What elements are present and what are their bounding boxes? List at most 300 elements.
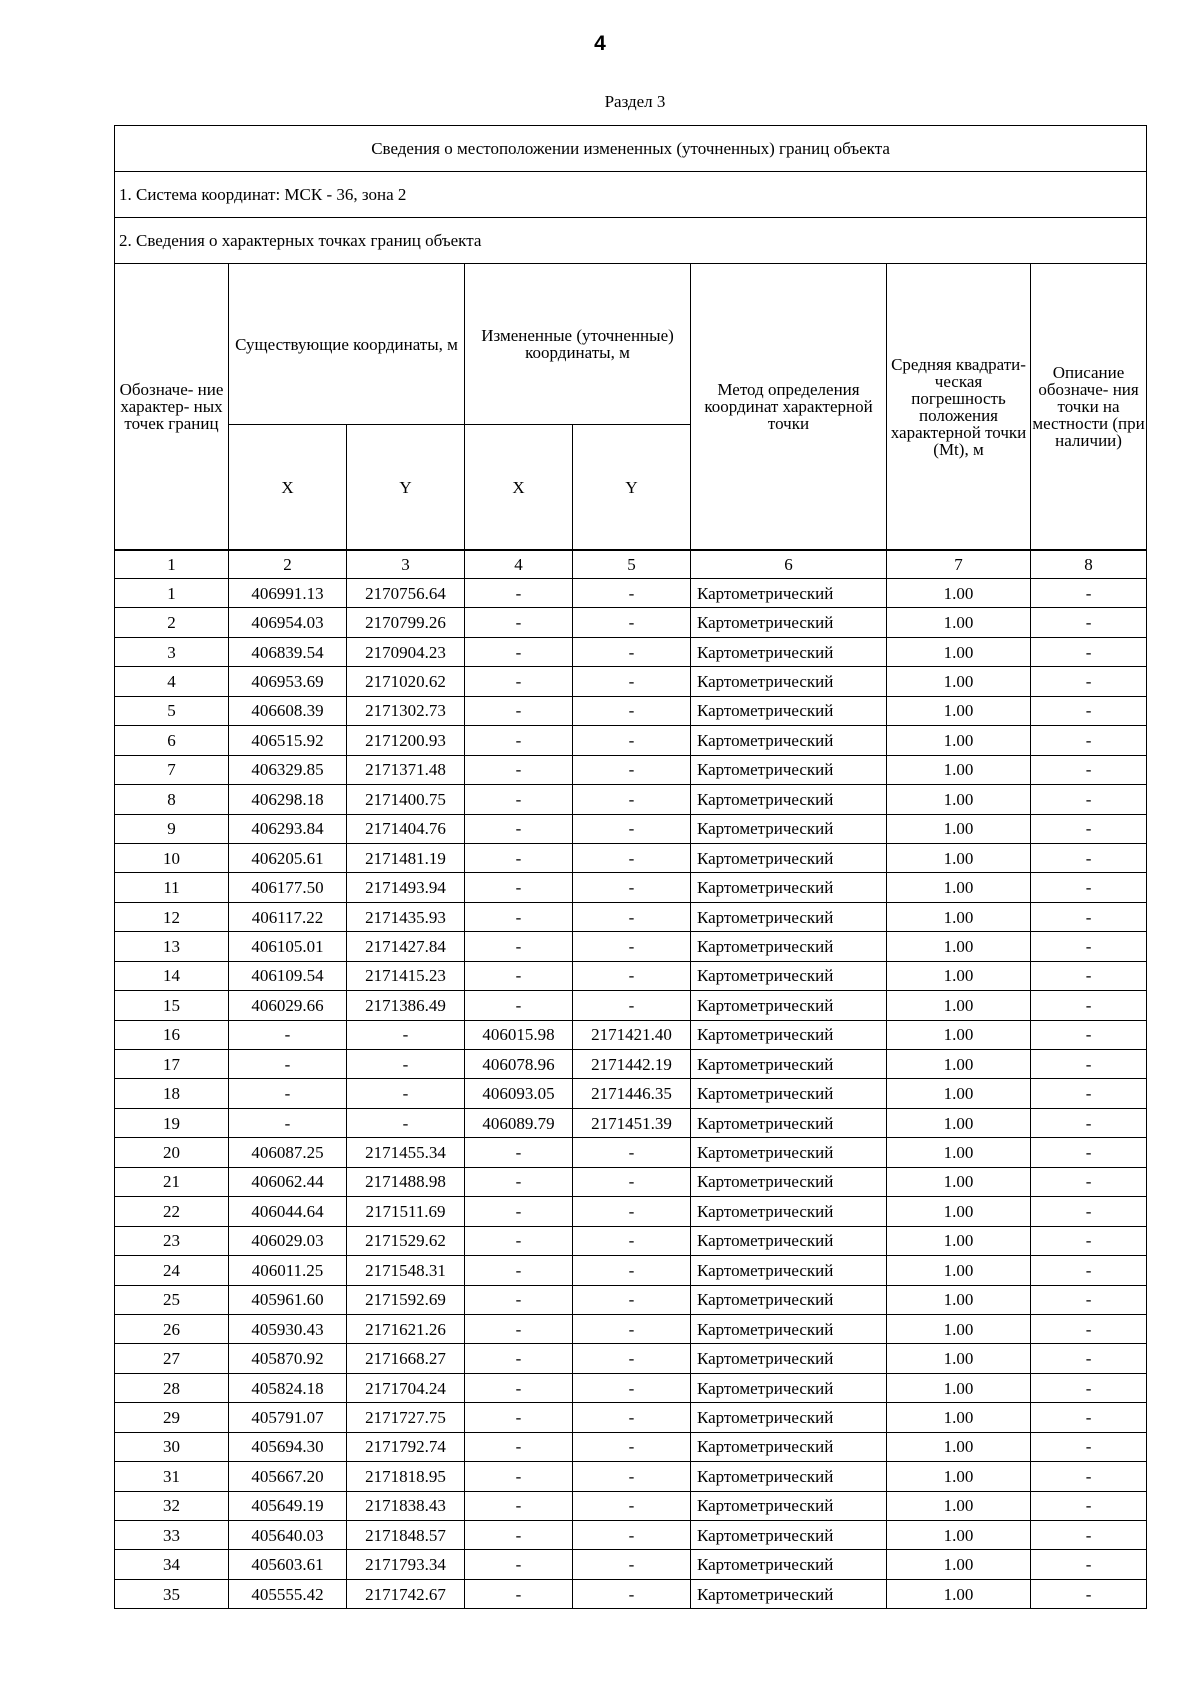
description-cell: - <box>1031 1314 1147 1343</box>
existing-x-cell: 405961.60 <box>229 1285 347 1314</box>
changed-y-cell: - <box>573 726 691 755</box>
changed-y-cell: - <box>573 843 691 872</box>
method-cell: Картометрический <box>691 902 887 931</box>
table-row <box>115 814 1147 843</box>
existing-y-cell: 2171415.23 <box>347 961 465 990</box>
column-number: 6 <box>691 550 887 579</box>
changed-x-cell: 406093.05 <box>465 1079 573 1108</box>
point-number-cell: 6 <box>115 726 229 755</box>
method-cell: Картометрический <box>691 1108 887 1137</box>
existing-x-cell: 406177.50 <box>229 873 347 902</box>
point-number-cell: 22 <box>115 1197 229 1226</box>
existing-x-cell: 405824.18 <box>229 1373 347 1402</box>
existing-y-cell: 2170904.23 <box>347 637 465 666</box>
table-row <box>115 1314 1147 1343</box>
table-row <box>115 696 1147 725</box>
changed-y-cell: - <box>573 1197 691 1226</box>
existing-x-cell: 406029.03 <box>229 1226 347 1255</box>
existing-y-cell: - <box>347 1020 465 1049</box>
changed-x-cell: - <box>465 902 573 931</box>
changed-y-cell: 2171421.40 <box>573 1020 691 1049</box>
method-cell: Картометрический <box>691 991 887 1020</box>
changed-y-cell: - <box>573 1491 691 1520</box>
existing-x-cell: 405555.42 <box>229 1579 347 1608</box>
header-method: Метод определения координат характерной точки <box>691 264 887 551</box>
changed-x-cell: - <box>465 755 573 784</box>
error-mt-cell: 1.00 <box>887 1020 1031 1049</box>
table-row <box>115 1462 1147 1491</box>
existing-y-cell: 2171371.48 <box>347 755 465 784</box>
header-existing-x: X <box>229 425 347 551</box>
table-title: Сведения о местоположении измененных (уточненных) границ объекта <box>115 126 1147 172</box>
table-row <box>115 1138 1147 1167</box>
column-number: 7 <box>887 550 1031 579</box>
method-cell: Картометрический <box>691 1256 887 1285</box>
changed-x-cell: 406015.98 <box>465 1020 573 1049</box>
changed-x-cell: - <box>465 1314 573 1343</box>
error-mt-cell: 1.00 <box>887 1197 1031 1226</box>
existing-y-cell: 2171020.62 <box>347 667 465 696</box>
error-mt-cell: 1.00 <box>887 902 1031 931</box>
description-cell: - <box>1031 991 1147 1020</box>
changed-x-cell: - <box>465 608 573 637</box>
method-cell: Картометрический <box>691 1226 887 1255</box>
table-row <box>115 667 1147 696</box>
table-row <box>115 1491 1147 1520</box>
method-cell: Картометрический <box>691 1521 887 1550</box>
existing-x-cell: 406044.64 <box>229 1197 347 1226</box>
table-row <box>115 637 1147 666</box>
points-heading: 2. Сведения о характерных точках границ объекта <box>115 218 1147 264</box>
point-number-cell: 15 <box>115 991 229 1020</box>
existing-y-cell: 2171704.24 <box>347 1373 465 1402</box>
changed-x-cell: - <box>465 873 573 902</box>
error-mt-cell: 1.00 <box>887 843 1031 872</box>
point-number-cell: 28 <box>115 1373 229 1402</box>
error-mt-cell: 1.00 <box>887 755 1031 784</box>
changed-x-cell: - <box>465 1285 573 1314</box>
existing-x-cell: 406293.84 <box>229 814 347 843</box>
error-mt-cell: 1.00 <box>887 932 1031 961</box>
method-cell: Картометрический <box>691 667 887 696</box>
column-number: 3 <box>347 550 465 579</box>
error-mt-cell: 1.00 <box>887 1550 1031 1579</box>
existing-y-cell: 2170756.64 <box>347 579 465 608</box>
point-number-cell: 4 <box>115 667 229 696</box>
changed-y-cell: - <box>573 991 691 1020</box>
existing-y-cell: 2171621.26 <box>347 1314 465 1343</box>
description-cell: - <box>1031 1550 1147 1579</box>
existing-x-cell: 405791.07 <box>229 1403 347 1432</box>
header-changed-y: Y <box>573 425 691 551</box>
error-mt-cell: 1.00 <box>887 637 1031 666</box>
changed-y-cell: - <box>573 873 691 902</box>
table-row <box>115 1521 1147 1550</box>
changed-x-cell: - <box>465 1197 573 1226</box>
changed-y-cell: - <box>573 1521 691 1550</box>
table-row <box>115 1050 1147 1079</box>
changed-x-cell: - <box>465 1550 573 1579</box>
changed-y-cell: - <box>573 1462 691 1491</box>
existing-x-cell: 406087.25 <box>229 1138 347 1167</box>
changed-x-cell: - <box>465 726 573 755</box>
method-cell: Картометрический <box>691 1197 887 1226</box>
table-row <box>115 1285 1147 1314</box>
method-cell: Картометрический <box>691 637 887 666</box>
table-row <box>115 1197 1147 1226</box>
description-cell: - <box>1031 1491 1147 1520</box>
changed-x-cell: - <box>465 1403 573 1432</box>
section-label: Раздел 3 <box>604 92 666 111</box>
changed-y-cell: 2171446.35 <box>573 1079 691 1108</box>
existing-x-cell: 406515.92 <box>229 726 347 755</box>
description-cell: - <box>1031 579 1147 608</box>
existing-y-cell: - <box>347 1079 465 1108</box>
header-changed-coordinates: Измененные (уточненные) координаты, м <box>465 264 691 425</box>
table-row <box>115 843 1147 872</box>
table-row <box>115 1550 1147 1579</box>
point-number-cell: 16 <box>115 1020 229 1049</box>
error-mt-cell: 1.00 <box>887 1491 1031 1520</box>
error-mt-cell: 1.00 <box>887 726 1031 755</box>
changed-y-cell: - <box>573 579 691 608</box>
table-row <box>115 785 1147 814</box>
error-mt-cell: 1.00 <box>887 579 1031 608</box>
point-number-cell: 32 <box>115 1491 229 1520</box>
changed-x-cell: - <box>465 1462 573 1491</box>
column-number: 5 <box>573 550 691 579</box>
point-number-cell: 5 <box>115 696 229 725</box>
description-cell: - <box>1031 1373 1147 1402</box>
changed-x-cell: - <box>465 991 573 1020</box>
description-cell: - <box>1031 843 1147 872</box>
error-mt-cell: 1.00 <box>887 991 1031 1020</box>
existing-x-cell: 405930.43 <box>229 1314 347 1343</box>
header-changed-x: X <box>465 425 573 551</box>
point-number-cell: 27 <box>115 1344 229 1373</box>
changed-y-cell: - <box>573 902 691 931</box>
existing-x-cell: 406608.39 <box>229 696 347 725</box>
table-row <box>115 873 1147 902</box>
existing-y-cell: 2171793.34 <box>347 1550 465 1579</box>
error-mt-cell: 1.00 <box>887 1579 1031 1608</box>
existing-y-cell: 2171400.75 <box>347 785 465 814</box>
changed-y-cell: - <box>573 637 691 666</box>
changed-y-cell: - <box>573 1256 691 1285</box>
point-number-cell: 19 <box>115 1108 229 1137</box>
changed-y-cell: - <box>573 608 691 637</box>
table-row <box>115 755 1147 784</box>
existing-x-cell: 405640.03 <box>229 1521 347 1550</box>
point-number-cell: 17 <box>115 1050 229 1079</box>
existing-y-cell: 2171386.49 <box>347 991 465 1020</box>
table-row <box>115 1403 1147 1432</box>
description-cell: - <box>1031 1197 1147 1226</box>
existing-y-cell: 2171838.43 <box>347 1491 465 1520</box>
description-cell: - <box>1031 1226 1147 1255</box>
point-number-cell: 35 <box>115 1579 229 1608</box>
changed-x-cell: - <box>465 1491 573 1520</box>
error-mt-cell: 1.00 <box>887 1050 1031 1079</box>
existing-y-cell: 2171818.95 <box>347 1462 465 1491</box>
page-number: 4 <box>594 32 606 55</box>
changed-x-cell: - <box>465 1521 573 1550</box>
method-cell: Картометрический <box>691 1138 887 1167</box>
description-cell: - <box>1031 1079 1147 1108</box>
method-cell: Картометрический <box>691 1020 887 1049</box>
existing-y-cell: 2171488.98 <box>347 1167 465 1196</box>
existing-x-cell: 406109.54 <box>229 961 347 990</box>
method-cell: Картометрический <box>691 785 887 814</box>
point-number-cell: 31 <box>115 1462 229 1491</box>
table-row <box>115 961 1147 990</box>
header-error: Средняя квадрати- ческая погрешность положения характерной точки (Mt), м <box>887 264 1031 551</box>
description-cell: - <box>1031 814 1147 843</box>
changed-y-cell: - <box>573 1373 691 1402</box>
existing-x-cell: 406029.66 <box>229 991 347 1020</box>
method-cell: Картометрический <box>691 1579 887 1608</box>
changed-x-cell: 406089.79 <box>465 1108 573 1137</box>
description-cell: - <box>1031 1521 1147 1550</box>
existing-y-cell: 2171592.69 <box>347 1285 465 1314</box>
column-number: 2 <box>229 550 347 579</box>
changed-y-cell: - <box>573 755 691 784</box>
changed-y-cell: - <box>573 1550 691 1579</box>
changed-x-cell: - <box>465 1579 573 1608</box>
error-mt-cell: 1.00 <box>887 1138 1031 1167</box>
description-cell: - <box>1031 1344 1147 1373</box>
changed-x-cell: - <box>465 843 573 872</box>
point-number-cell: 10 <box>115 843 229 872</box>
changed-x-cell: - <box>465 579 573 608</box>
table-row <box>115 579 1147 608</box>
description-cell: - <box>1031 1020 1147 1049</box>
table-row <box>115 932 1147 961</box>
error-mt-cell: 1.00 <box>887 1344 1031 1373</box>
method-cell: Картометрический <box>691 1344 887 1373</box>
existing-y-cell: 2171481.19 <box>347 843 465 872</box>
changed-x-cell: - <box>465 667 573 696</box>
existing-y-cell: 2171511.69 <box>347 1197 465 1226</box>
description-cell: - <box>1031 1432 1147 1461</box>
method-cell: Картометрический <box>691 961 887 990</box>
table-row <box>115 1226 1147 1255</box>
existing-y-cell: 2170799.26 <box>347 608 465 637</box>
method-cell: Картометрический <box>691 932 887 961</box>
existing-x-cell: 406839.54 <box>229 637 347 666</box>
table-row <box>115 608 1147 637</box>
changed-x-cell: - <box>465 932 573 961</box>
existing-x-cell: 405649.19 <box>229 1491 347 1520</box>
error-mt-cell: 1.00 <box>887 608 1031 637</box>
column-number: 8 <box>1031 550 1147 579</box>
method-cell: Картометрический <box>691 1550 887 1579</box>
changed-y-cell: - <box>573 1344 691 1373</box>
changed-y-cell: - <box>573 1314 691 1343</box>
changed-x-cell: - <box>465 1256 573 1285</box>
existing-y-cell: - <box>347 1050 465 1079</box>
changed-x-cell: 406078.96 <box>465 1050 573 1079</box>
changed-x-cell: - <box>465 1432 573 1461</box>
method-cell: Картометрический <box>691 1491 887 1520</box>
method-cell: Картометрический <box>691 696 887 725</box>
description-cell: - <box>1031 637 1147 666</box>
description-cell: - <box>1031 1138 1147 1167</box>
changed-y-cell: - <box>573 1138 691 1167</box>
point-number-cell: 30 <box>115 1432 229 1461</box>
description-cell: - <box>1031 1462 1147 1491</box>
method-cell: Картометрический <box>691 726 887 755</box>
changed-x-cell: - <box>465 1226 573 1255</box>
existing-y-cell: 2171848.57 <box>347 1521 465 1550</box>
point-number-cell: 14 <box>115 961 229 990</box>
method-cell: Картометрический <box>691 1079 887 1108</box>
point-number-cell: 1 <box>115 579 229 608</box>
description-cell: - <box>1031 608 1147 637</box>
error-mt-cell: 1.00 <box>887 1256 1031 1285</box>
point-number-cell: 12 <box>115 902 229 931</box>
error-mt-cell: 1.00 <box>887 1108 1031 1137</box>
error-mt-cell: 1.00 <box>887 873 1031 902</box>
existing-x-cell: 406117.22 <box>229 902 347 931</box>
error-mt-cell: 1.00 <box>887 1521 1031 1550</box>
existing-x-cell: 405667.20 <box>229 1462 347 1491</box>
description-cell: - <box>1031 785 1147 814</box>
error-mt-cell: 1.00 <box>887 961 1031 990</box>
description-cell: - <box>1031 1167 1147 1196</box>
method-cell: Картометрический <box>691 1373 887 1402</box>
point-number-cell: 2 <box>115 608 229 637</box>
error-mt-cell: 1.00 <box>887 1462 1031 1491</box>
existing-x-cell: 406011.25 <box>229 1256 347 1285</box>
point-number-cell: 13 <box>115 932 229 961</box>
existing-x-cell: - <box>229 1020 347 1049</box>
table-row <box>115 902 1147 931</box>
method-cell: Картометрический <box>691 1050 887 1079</box>
description-cell: - <box>1031 902 1147 931</box>
point-number-cell: 18 <box>115 1079 229 1108</box>
existing-x-cell: 406205.61 <box>229 843 347 872</box>
table-row <box>115 1432 1147 1461</box>
header-existing-coordinates: Существующие координаты, м <box>229 264 465 425</box>
existing-x-cell: 406953.69 <box>229 667 347 696</box>
point-number-cell: 7 <box>115 755 229 784</box>
existing-y-cell: 2171529.62 <box>347 1226 465 1255</box>
changed-y-cell: - <box>573 1226 691 1255</box>
existing-y-cell: 2171404.76 <box>347 814 465 843</box>
existing-y-cell: 2171727.75 <box>347 1403 465 1432</box>
changed-x-cell: - <box>465 814 573 843</box>
point-number-cell: 33 <box>115 1521 229 1550</box>
point-number-cell: 20 <box>115 1138 229 1167</box>
description-cell: - <box>1031 726 1147 755</box>
changed-x-cell: - <box>465 1373 573 1402</box>
existing-y-cell: 2171427.84 <box>347 932 465 961</box>
existing-x-cell: - <box>229 1050 347 1079</box>
existing-y-cell: 2171668.27 <box>347 1344 465 1373</box>
existing-y-cell: 2171742.67 <box>347 1579 465 1608</box>
changed-y-cell: - <box>573 961 691 990</box>
error-mt-cell: 1.00 <box>887 1403 1031 1432</box>
error-mt-cell: 1.00 <box>887 1079 1031 1108</box>
point-number-cell: 8 <box>115 785 229 814</box>
method-cell: Картометрический <box>691 579 887 608</box>
method-cell: Картометрический <box>691 873 887 902</box>
column-number-row <box>115 550 1147 579</box>
description-cell: - <box>1031 1108 1147 1137</box>
error-mt-cell: 1.00 <box>887 1226 1031 1255</box>
existing-x-cell: 406105.01 <box>229 932 347 961</box>
method-cell: Картометрический <box>691 1167 887 1196</box>
changed-x-cell: - <box>465 696 573 725</box>
existing-y-cell: 2171493.94 <box>347 873 465 902</box>
description-cell: - <box>1031 1579 1147 1608</box>
method-cell: Картометрический <box>691 608 887 637</box>
changed-y-cell: - <box>573 1167 691 1196</box>
error-mt-cell: 1.00 <box>887 1285 1031 1314</box>
existing-x-cell: - <box>229 1079 347 1108</box>
table-row <box>115 1579 1147 1608</box>
existing-y-cell: - <box>347 1108 465 1137</box>
changed-x-cell: - <box>465 1138 573 1167</box>
method-cell: Картометрический <box>691 755 887 784</box>
description-cell: - <box>1031 1256 1147 1285</box>
description-cell: - <box>1031 667 1147 696</box>
existing-x-cell: 405603.61 <box>229 1550 347 1579</box>
header-existing-y: Y <box>347 425 465 551</box>
coordinate-system: 1. Система координат: МСК - 36, зона 2 <box>115 172 1147 218</box>
header-point-designation: Обозначе- ние характер- ных точек границ <box>115 264 229 551</box>
existing-y-cell: 2171455.34 <box>347 1138 465 1167</box>
changed-y-cell: - <box>573 667 691 696</box>
table-row <box>115 1020 1147 1049</box>
changed-y-cell: - <box>573 785 691 814</box>
point-number-cell: 11 <box>115 873 229 902</box>
changed-x-cell: - <box>465 785 573 814</box>
existing-x-cell: 406954.03 <box>229 608 347 637</box>
method-cell: Картометрический <box>691 1403 887 1432</box>
existing-x-cell: - <box>229 1108 347 1137</box>
changed-y-cell: - <box>573 1579 691 1608</box>
changed-y-cell: 2171442.19 <box>573 1050 691 1079</box>
point-number-cell: 3 <box>115 637 229 666</box>
existing-y-cell: 2171792.74 <box>347 1432 465 1461</box>
existing-x-cell: 406062.44 <box>229 1167 347 1196</box>
error-mt-cell: 1.00 <box>887 1314 1031 1343</box>
error-mt-cell: 1.00 <box>887 814 1031 843</box>
existing-y-cell: 2171435.93 <box>347 902 465 931</box>
description-cell: - <box>1031 1285 1147 1314</box>
existing-y-cell: 2171548.31 <box>347 1256 465 1285</box>
changed-y-cell: - <box>573 696 691 725</box>
method-cell: Картометрический <box>691 843 887 872</box>
existing-x-cell: 406329.85 <box>229 755 347 784</box>
description-cell: - <box>1031 1403 1147 1432</box>
changed-x-cell: - <box>465 961 573 990</box>
boundary-points-table <box>114 125 1147 1609</box>
point-number-cell: 9 <box>115 814 229 843</box>
existing-x-cell: 406991.13 <box>229 579 347 608</box>
method-cell: Картометрический <box>691 1314 887 1343</box>
table-row <box>115 1167 1147 1196</box>
point-number-cell: 29 <box>115 1403 229 1432</box>
column-number: 4 <box>465 550 573 579</box>
point-number-cell: 21 <box>115 1167 229 1196</box>
changed-y-cell: - <box>573 1403 691 1432</box>
changed-y-cell: 2171451.39 <box>573 1108 691 1137</box>
point-number-cell: 34 <box>115 1550 229 1579</box>
changed-x-cell: - <box>465 1344 573 1373</box>
